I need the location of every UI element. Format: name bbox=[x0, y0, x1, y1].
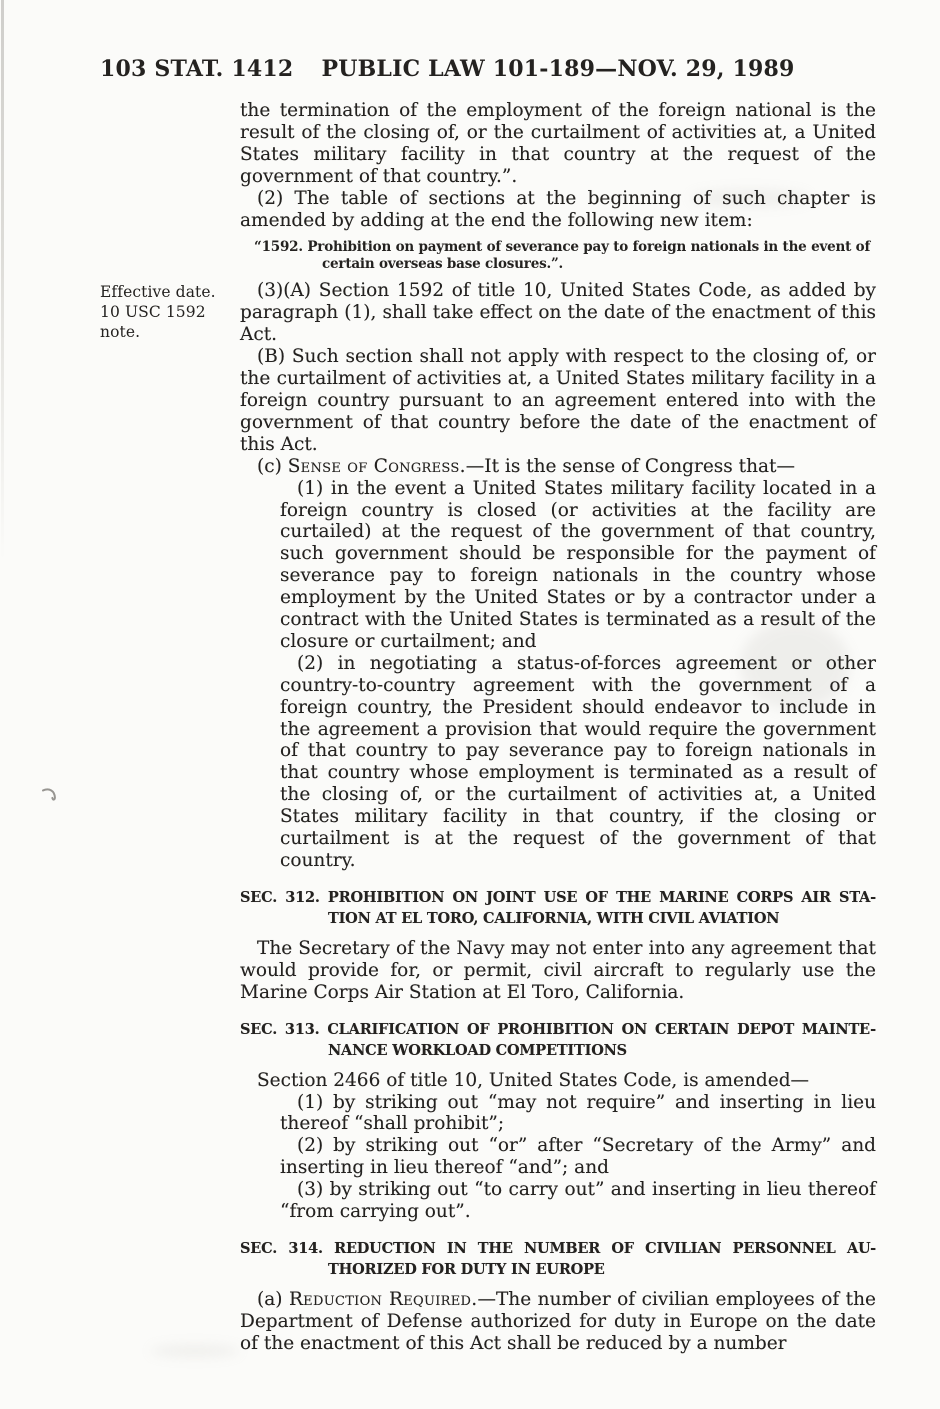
section-313-intro: Section 2466 of title 10, United States Code, is amended— bbox=[257, 1069, 810, 1091]
scan-smudge bbox=[150, 1345, 240, 1357]
paragraph-c-intro bbox=[240, 456, 876, 478]
section-314-rest: —The number of civilian employees of the Department of Defense authorized for duty in Europe on the date of the enactment of this Act shall be reduced by a number bbox=[240, 1288, 876, 1354]
margin-note-line-1: Effective date. bbox=[100, 283, 216, 301]
section-313-item-2: (2) by striking out “or” after “Secretary of the Army” and inserting in lieu thereof “and”; and bbox=[280, 1135, 876, 1179]
paragraph-3b: (B) Such section shall not apply with respect to the closing of, or the curtailment of activities at, a United States military facility in a foreign country pursuant to an agreement entered into with the government of that country before the date of the enactment of this Act. bbox=[240, 346, 876, 455]
toc-item-line-2: certain overseas base closures.”. bbox=[322, 256, 564, 273]
law-title: PUBLIC LAW 101-189—NOV. 29, 1989 bbox=[321, 56, 795, 82]
paragraph-3a: (3)(A) Section 1592 of title 10, United States Code, as added by paragraph (1), shall take effect on the date of the enactment of this Act. bbox=[240, 280, 876, 346]
section-heading-313 bbox=[240, 1019, 876, 1061]
section-314-body bbox=[240, 1289, 876, 1355]
section-heading-312 bbox=[240, 887, 876, 929]
section-heading-314 bbox=[240, 1238, 876, 1280]
pen-mark-glyph bbox=[39, 785, 63, 806]
section-312-heading-line-1: SEC. 312. PROHIBITION ON JOINT USE OF THE MARINE CORPS AIR STA- bbox=[240, 888, 876, 906]
section-312-heading-line-2: TION AT EL TORO, CALIFORNIA, WITH CIVIL AVIATION bbox=[328, 909, 780, 927]
table-of-sections-item bbox=[254, 239, 876, 273]
section-314-smallcaps: Reduction Required. bbox=[288, 1288, 478, 1310]
margin-note-line-3: note. bbox=[100, 323, 141, 341]
section-314-heading-line-1: SEC. 314. REDUCTION IN THE NUMBER OF CIVILIAN PERSONNEL AU- bbox=[240, 1239, 876, 1257]
margin-note-effective-date bbox=[100, 282, 235, 342]
margin-note-line-2: 10 USC 1592 bbox=[100, 303, 206, 321]
section-314-heading-line-2: THORIZED FOR DUTY IN EUROPE bbox=[328, 1260, 605, 1278]
section-313-item-1: (1) by striking out “may not require” and inserting in lieu thereof “shall prohibit”; bbox=[280, 1091, 876, 1135]
stat-page-number: 103 STAT. 1412 bbox=[100, 56, 294, 82]
subparagraph-1: (1) in the event a United States military facility located in a foreign country is closed (or activities at the facility are curtailed) at the request of the government of that country, such government should be responsible for the payment of severance pay to foreign nationals in the country whose employment by the United States or by a contractor under a contract with the United States is terminated as a result of the closure or curtailment; and bbox=[280, 477, 876, 652]
section-314-label: (a) bbox=[257, 1288, 289, 1310]
paragraph-2: (2) The table of sections at the beginning of such chapter is amended by adding at the end the following new item: bbox=[240, 187, 876, 231]
paragraph-c-smallcaps: Sense of Congress. bbox=[287, 455, 466, 477]
body-text-column bbox=[240, 100, 876, 1355]
section-313-heading-line-1: SEC. 313. CLARIFICATION OF PROHIBITION ON CERTAIN DEPOT MAINTE- bbox=[240, 1020, 876, 1038]
paragraph-continuation: the termination of the employment of the foreign national is the result of the closing of, or the curtailment of activities at, a United States military facility in that country at the request of the government of that country.”. bbox=[240, 100, 876, 187]
subparagraph-2: (2) in negotiating a status-of-forces agreement or other country-to-country agreement with the government of a foreign country, the President should endeavor to include in the agreement a provision that would require the government of that country to pay severance pay to foreign nationals in that country whose employment is terminated as a result of the closing of, or the curtailment of activities at, a United States military facility in that country, if the closing or curtailment is at the request of the government of that country. bbox=[280, 652, 876, 871]
paragraph-c-label: (c) bbox=[257, 455, 288, 477]
toc-item-line-1: “1592. Prohibition on payment of severance pay to foreign nationals in the event of bbox=[254, 239, 871, 256]
paragraph-c-rest: —It is the sense of Congress that— bbox=[465, 455, 795, 477]
section-313-item-3: (3) by striking out “to carry out” and inserting in lieu thereof “from carrying out”. bbox=[280, 1179, 876, 1223]
section-312-body: The Secretary of the Navy may not enter into any agreement that would provide for, or permit, civil aircraft to regularly use the Marine Corps Air Station at El Toro, California. bbox=[240, 937, 876, 1003]
section-313-heading-line-2: NANCE WORKLOAD COMPETITIONS bbox=[328, 1041, 627, 1059]
pen-mark bbox=[37, 785, 62, 810]
page-header bbox=[0, 56, 940, 86]
